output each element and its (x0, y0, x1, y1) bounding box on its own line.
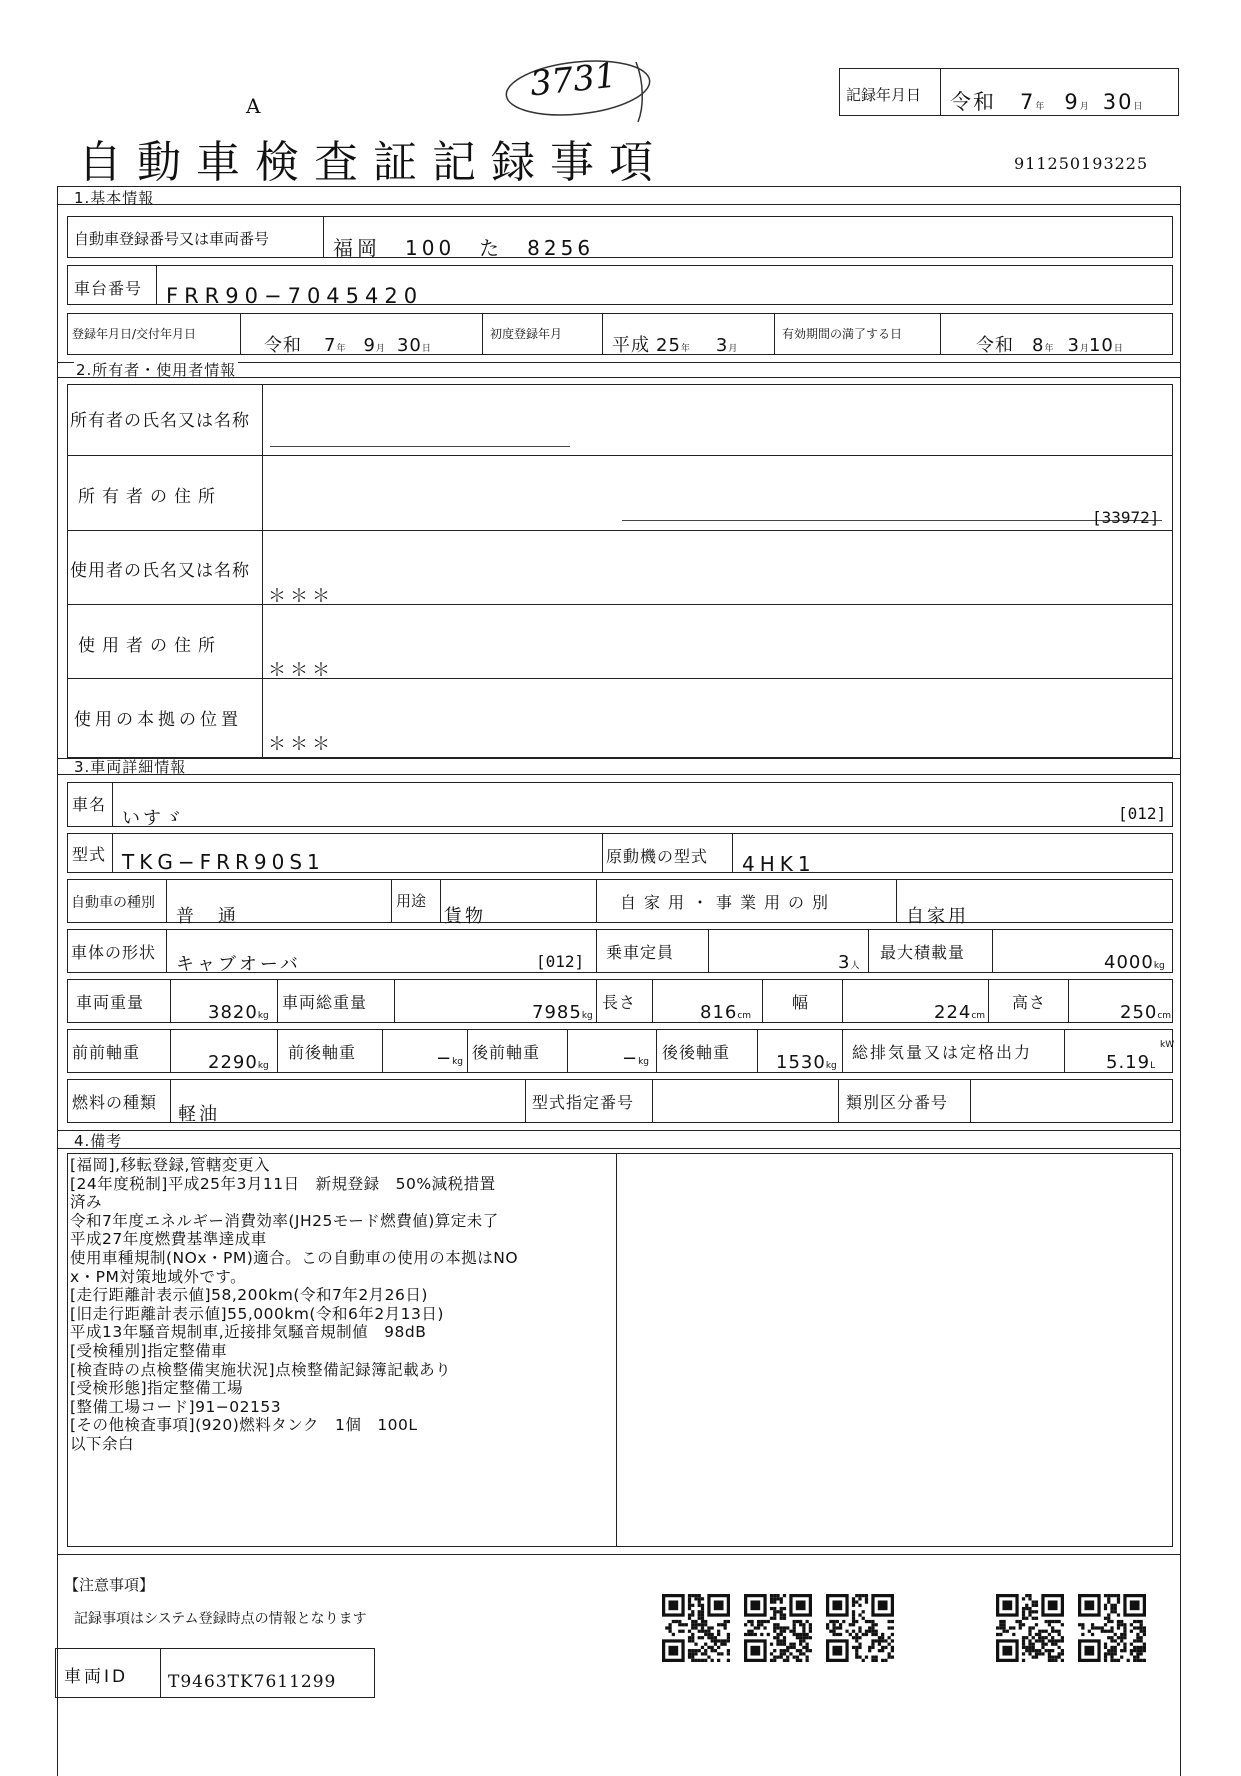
engine-label: 原動機の型式 (606, 847, 709, 866)
expiry-value: 令和 8年 3月10日 (976, 335, 1123, 356)
remark-line: x・PM対策地域外です。 (70, 1267, 247, 1286)
user-address-label: 使用者の住所 (78, 636, 222, 656)
section1-title: 1.基本情報 (74, 189, 155, 207)
remark-line: [走行距離計表示値]58,200km(令和7年2月26日) (70, 1286, 428, 1305)
rr-axle-value: 1530kg (776, 1052, 837, 1073)
document-number: 911250193225 (1014, 154, 1149, 173)
width-value: 224cm (934, 1002, 986, 1023)
qr-code (744, 1594, 812, 1662)
base-location-label: 使用の本拠の位置 (74, 710, 242, 730)
make-code: [012] (1118, 804, 1167, 823)
gross-weight-value: 7985kg (532, 1002, 593, 1023)
purpose-label: 用途 (396, 892, 427, 910)
record-date-label: 記録年月日 (846, 86, 922, 104)
vehicle-id-label: 車両ID (64, 1667, 129, 1687)
ff-axle-value: 2290kg (208, 1052, 269, 1073)
max-load-value: 4000kg (1104, 952, 1165, 973)
fuel-value: 軽油 (178, 1104, 220, 1125)
private-business-label: 自家用・事業用の別 (620, 893, 837, 912)
first-reg-label: 初度登録年月 (490, 327, 563, 341)
reg-number-value: 福岡 100 た 8256 (333, 236, 595, 260)
fr-axle-label: 前後軸重 (288, 1043, 357, 1062)
displacement-unit-kw: kW (1160, 1040, 1175, 1050)
body-label: 車体の形状 (71, 943, 157, 962)
make-row (67, 782, 1173, 827)
form-mark: A (246, 94, 261, 118)
remark-line: [旧走行距離計表示値]55,000km(令和6年2月13日) (70, 1304, 444, 1323)
remark-line: [受検形態]指定整備工場 (70, 1379, 244, 1398)
owner-address-redaction (622, 520, 1162, 521)
remarks-text (70, 1156, 518, 1454)
page-title: 自動車検査証記録事項 (78, 137, 668, 188)
remark-line: [検査時の点検整備実施状況]点検整備記録簿記載あり (70, 1360, 452, 1379)
notes-text: 記録事項はシステム登録時点の情報となります (74, 1611, 367, 1627)
remark-line: [受検種別]指定整備車 (70, 1341, 228, 1360)
remark-line: 以下余白 (70, 1434, 135, 1453)
owner-name-redaction (270, 446, 570, 447)
owner-name-label: 所有者の氏名又は名称 (70, 411, 250, 431)
vehicle-id-value: T9463TK7611299 (168, 1672, 337, 1692)
qr-code (662, 1594, 730, 1662)
user-address-value: ＊＊＊ (268, 660, 334, 681)
gross-weight-label: 車両総重量 (282, 993, 368, 1012)
remark-line: 平成13年騒音規制車,近接排気騒音規制値 98dB (70, 1323, 427, 1342)
chassis-label: 車台番号 (74, 279, 143, 298)
capacity-value: 3人 (838, 952, 860, 973)
private-business-value: 自家用 (906, 906, 969, 927)
user-name-value: ＊＊＊ (268, 586, 334, 607)
first-reg-value: 平成 25年 3月 (612, 335, 738, 356)
length-label: 長さ (602, 993, 637, 1012)
body-value: キャブオーバ (176, 954, 301, 975)
vehicle-weight-value: 3820kg (208, 1002, 269, 1023)
width-label: 幅 (792, 993, 810, 1012)
owner-address-label: 所有者の住所 (78, 487, 222, 507)
remark-line: [24年度税制]平成25年3月11日 新規登録 50%減税措置 (70, 1174, 496, 1193)
model-value: TKG−FRR90S1 (122, 850, 325, 874)
remark-line: 令和7年度エネルギー消費効率(JH25モード燃費値)算定未了 (70, 1211, 499, 1230)
remark-line: 平成27年度燃費基準達成車 (70, 1230, 267, 1249)
engine-value: 4HK1 (742, 852, 816, 876)
length-value: 816cm (700, 1002, 752, 1023)
rr-axle-label: 後後軸重 (662, 1043, 731, 1062)
fuel-label: 燃料の種類 (72, 1093, 158, 1112)
max-load-label: 最大積載量 (880, 943, 966, 962)
record-date-value: 令和 7年 9月 30日 (950, 90, 1143, 114)
displacement-label: 総排気量又は定格出力 (852, 1043, 1033, 1062)
qr-code (826, 1594, 894, 1662)
type-designation-label: 型式指定番号 (532, 1093, 635, 1112)
vehicle-type-label: 自動車の種別 (71, 895, 155, 911)
category-label: 類別区分番号 (846, 1093, 949, 1112)
rf-axle-value: −kg (622, 1048, 650, 1069)
reg-number-label: 自動車登録番号又は車両番号 (74, 230, 270, 248)
qr-code (996, 1594, 1064, 1662)
make-label: 車名 (72, 795, 107, 814)
base-location-value: ＊＊＊ (268, 734, 334, 755)
remark-line: 済み (70, 1193, 103, 1212)
make-value: いすゞ (122, 808, 185, 829)
height-label: 高さ (1012, 993, 1047, 1012)
expiry-label: 有効期間の満了する日 (782, 327, 903, 341)
rf-axle-label: 後前軸重 (472, 1043, 541, 1062)
displacement-value: 5.19L (1106, 1052, 1156, 1073)
fr-axle-value: −kg (436, 1048, 464, 1069)
ff-axle-label: 前前軸重 (72, 1043, 141, 1062)
handwritten-note: 3731 (528, 55, 619, 105)
remark-line: 使用車種規制(NOx・PM)適合。この自動車の使用の本拠はNO (70, 1248, 519, 1267)
model-label: 型式 (72, 845, 107, 864)
vehicle-weight-label: 車両重量 (76, 993, 145, 1012)
vehicle-type-value: 普 通 (176, 906, 239, 927)
purpose-value: 貨物 (444, 906, 486, 927)
remark-line: [その他検査事項](920)燃料タンク 1個 100L (70, 1416, 418, 1435)
remark-line: [福岡],移転登録,管轄変更入 (70, 1156, 270, 1174)
remark-line: [整備工場コード]91−02153 (70, 1397, 282, 1416)
section2-title: 2.所有者・使用者情報 (76, 361, 237, 379)
reg-date-value: 令和 7年 9月 30日 (264, 335, 431, 356)
height-value: 250cm (1120, 1002, 1172, 1023)
reg-date-label: 登録年月日/交付年月日 (72, 327, 197, 341)
section4-title: 4.備考 (74, 1132, 123, 1150)
user-name-label: 使用者の氏名又は名称 (70, 561, 250, 581)
notes-title: 【注意事項】 (64, 1576, 155, 1594)
qr-code (1078, 1594, 1146, 1662)
chassis-value: FRR90−7045420 (166, 284, 424, 308)
body-code: [012] (536, 952, 585, 971)
capacity-label: 乗車定員 (606, 943, 675, 962)
owner-code: [33972] (1092, 508, 1160, 527)
section3-title: 3.車両詳細情報 (74, 758, 187, 776)
